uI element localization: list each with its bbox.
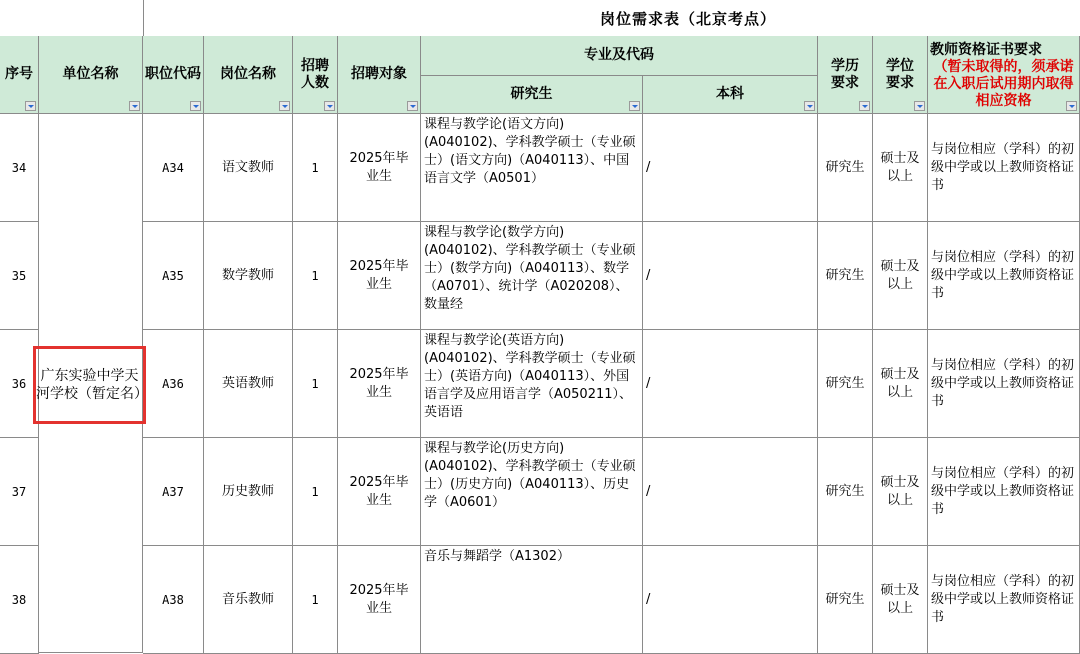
- row-seq-cell[interactable]: [0, 114, 39, 222]
- header-count: 招聘人数: [293, 36, 338, 114]
- row-post-cell[interactable]: [204, 222, 293, 330]
- header-unit: 单位名称: [39, 36, 143, 114]
- row-code-cell[interactable]: [143, 546, 204, 654]
- filter-dropdown-icon[interactable]: [324, 101, 335, 111]
- row-grad-major: 课程与教学论(语文方向)(A040102)、学科教学硕士（专业硕士）(语文方向)（A040113）、中国语言文学（A0501）: [424, 117, 636, 186]
- title-row: [0, 0, 1080, 37]
- row-undergrad-major-cell[interactable]: [643, 222, 818, 330]
- filter-dropdown-icon[interactable]: [129, 101, 140, 111]
- row-count-cell[interactable]: [293, 330, 338, 438]
- filter-dropdown-icon[interactable]: [804, 101, 815, 111]
- filter-dropdown-icon[interactable]: [1066, 101, 1077, 111]
- header-grad: 研究生: [421, 76, 643, 114]
- header-edu: 学历要求: [818, 36, 873, 114]
- row-undergrad-major-cell[interactable]: [643, 114, 818, 222]
- row-target-cell[interactable]: [338, 546, 421, 654]
- row-edu-cell[interactable]: [818, 546, 873, 654]
- row-count: 1: [311, 376, 319, 391]
- row-cert-cell[interactable]: [928, 330, 1080, 438]
- row-edu: 研究生: [825, 591, 865, 607]
- cert-note: （暂未取得的，须承诺在入职后试用期内取得相应资格: [933, 59, 1074, 109]
- row-count-cell[interactable]: [293, 222, 338, 330]
- row-target: 2025年毕业生: [349, 582, 409, 616]
- row-post-cell[interactable]: [204, 330, 293, 438]
- row-target-cell[interactable]: [338, 114, 421, 222]
- row-undergrad-major: /: [646, 267, 651, 283]
- row-count-cell[interactable]: [293, 546, 338, 654]
- row-post-cell[interactable]: [204, 546, 293, 654]
- unit-name: 广东实验中学天河学校（暂定名）: [36, 368, 148, 402]
- row-grad-major-cell[interactable]: [421, 546, 643, 654]
- filter-dropdown-icon[interactable]: [279, 101, 290, 111]
- row-undergrad-major: /: [646, 483, 651, 499]
- row-edu: 研究生: [825, 267, 865, 283]
- row-undergrad-major: /: [646, 375, 651, 391]
- row-undergrad-major-cell[interactable]: [643, 546, 818, 654]
- row-degree: 硕士及以上: [880, 150, 920, 184]
- filter-dropdown-icon[interactable]: [629, 101, 640, 111]
- row-edu-cell[interactable]: [818, 438, 873, 546]
- row-edu-cell[interactable]: [818, 330, 873, 438]
- row-target: 2025年毕业生: [349, 150, 409, 184]
- row-code-cell[interactable]: [143, 222, 204, 330]
- row-degree: 硕士及以上: [880, 474, 920, 508]
- row-grad-major: 音乐与舞蹈学（A1302）: [424, 549, 570, 564]
- row-grad-major: 课程与教学论(数学方向)(A040102)、学科教学硕士（专业硕士）(数学方向)（A040113）、数学（A0701）、统计学（A020208）、数量经: [424, 225, 636, 312]
- header-code: 职位代码: [143, 36, 204, 114]
- row-edu-cell[interactable]: [818, 114, 873, 222]
- row-grad-major: 课程与教学论(英语方向)(A040102)、学科教学硕士（专业硕士）(英语方向)（A040113）、外国语言学及应用语言学（A050211）、英语语: [424, 333, 636, 420]
- row-code: A35: [162, 268, 184, 283]
- row-seq-cell[interactable]: [0, 222, 39, 330]
- filter-dropdown-icon[interactable]: [859, 101, 870, 111]
- row-degree-cell[interactable]: [873, 330, 928, 438]
- row-grad-major-cell[interactable]: [421, 114, 643, 222]
- row-post: 历史教师: [221, 483, 274, 499]
- header-major: 专业及代码: [421, 36, 818, 76]
- row-cert-cell[interactable]: [928, 546, 1080, 654]
- title-row-blank: [0, 0, 144, 36]
- row-seq-cell[interactable]: [0, 438, 39, 546]
- header-cert: 教师资格证书要求 （暂未取得的，须承诺在入职后试用期内取得相应资格: [928, 36, 1080, 114]
- row-degree-cell[interactable]: [873, 438, 928, 546]
- row-seq: 35: [11, 268, 27, 283]
- row-cert-cell[interactable]: [928, 438, 1080, 546]
- row-undergrad-major: /: [646, 159, 651, 175]
- row-count: 1: [311, 160, 319, 175]
- row-cert: 与岗位相应（学科）的初级中学或以上教师资格证书: [931, 249, 1075, 301]
- row-code-cell[interactable]: [143, 330, 204, 438]
- row-count: 1: [311, 484, 319, 499]
- row-cert-cell[interactable]: [928, 114, 1080, 222]
- header-target: 招聘对象: [338, 36, 421, 114]
- highlight-box: [33, 346, 146, 424]
- row-code-cell[interactable]: [143, 438, 204, 546]
- row-code: A36: [162, 376, 184, 391]
- header-undergrad: 本科: [643, 76, 818, 114]
- row-code: A34: [162, 160, 184, 175]
- row-count: 1: [311, 268, 319, 283]
- row-count-cell[interactable]: [293, 438, 338, 546]
- row-edu: 研究生: [825, 159, 865, 175]
- row-seq: 36: [11, 376, 27, 391]
- row-count-cell[interactable]: [293, 114, 338, 222]
- row-grad-major-cell[interactable]: [421, 222, 643, 330]
- row-cert: 与岗位相应（学科）的初级中学或以上教师资格证书: [931, 573, 1075, 625]
- row-code: A38: [162, 592, 184, 607]
- row-target: 2025年毕业生: [349, 366, 409, 400]
- row-cert: 与岗位相应（学科）的初级中学或以上教师资格证书: [931, 357, 1075, 409]
- sheet-title: 岗位需求表（北京考点）: [600, 10, 777, 28]
- filter-dropdown-icon[interactable]: [914, 101, 925, 111]
- row-post: 英语教师: [221, 375, 274, 391]
- row-degree: 硕士及以上: [880, 258, 920, 292]
- row-post: 语文教师: [221, 159, 274, 175]
- row-target: 2025年毕业生: [349, 258, 409, 292]
- row-cert: 与岗位相应（学科）的初级中学或以上教师资格证书: [931, 465, 1075, 517]
- row-edu: 研究生: [825, 375, 865, 391]
- row-post: 音乐教师: [221, 591, 274, 607]
- row-post: 数学教师: [221, 267, 274, 283]
- row-target: 2025年毕业生: [349, 474, 409, 508]
- row-degree-cell[interactable]: [873, 114, 928, 222]
- row-target-cell[interactable]: [338, 222, 421, 330]
- row-degree-cell[interactable]: [873, 222, 928, 330]
- row-undergrad-major-cell[interactable]: [643, 438, 818, 546]
- row-seq: 37: [11, 484, 27, 499]
- row-undergrad-major: /: [646, 591, 651, 607]
- header-seq: 序号: [0, 36, 39, 114]
- filter-dropdown-icon[interactable]: [407, 101, 418, 111]
- header-post: 岗位名称: [204, 36, 293, 114]
- row-post-cell[interactable]: [204, 438, 293, 546]
- row-post-cell[interactable]: [204, 114, 293, 222]
- row-seq-cell[interactable]: [0, 546, 39, 654]
- row-edu-cell[interactable]: [818, 222, 873, 330]
- header-degree: 学位要求: [873, 36, 928, 114]
- row-seq: 34: [11, 160, 27, 175]
- row-count: 1: [311, 592, 319, 607]
- row-target-cell[interactable]: [338, 438, 421, 546]
- row-degree: 硕士及以上: [880, 582, 920, 616]
- filter-dropdown-icon[interactable]: [190, 101, 201, 111]
- row-code-cell[interactable]: [143, 114, 204, 222]
- row-grad-major-cell[interactable]: [421, 330, 643, 438]
- row-degree: 硕士及以上: [880, 366, 920, 400]
- row-edu: 研究生: [825, 483, 865, 499]
- row-seq: 38: [11, 592, 27, 607]
- row-target-cell[interactable]: [338, 330, 421, 438]
- row-grad-major-cell[interactable]: [421, 438, 643, 546]
- row-cert: 与岗位相应（学科）的初级中学或以上教师资格证书: [931, 141, 1075, 193]
- row-grad-major: 课程与教学论(历史方向)(A040102)、学科教学硕士（专业硕士）(历史方向)（A040113）、历史学（A0601）: [424, 441, 636, 510]
- row-code: A37: [162, 484, 184, 499]
- row-cert-cell[interactable]: [928, 222, 1080, 330]
- row-undergrad-major-cell[interactable]: [643, 330, 818, 438]
- row-degree-cell[interactable]: [873, 546, 928, 654]
- filter-dropdown-icon[interactable]: [25, 101, 36, 111]
